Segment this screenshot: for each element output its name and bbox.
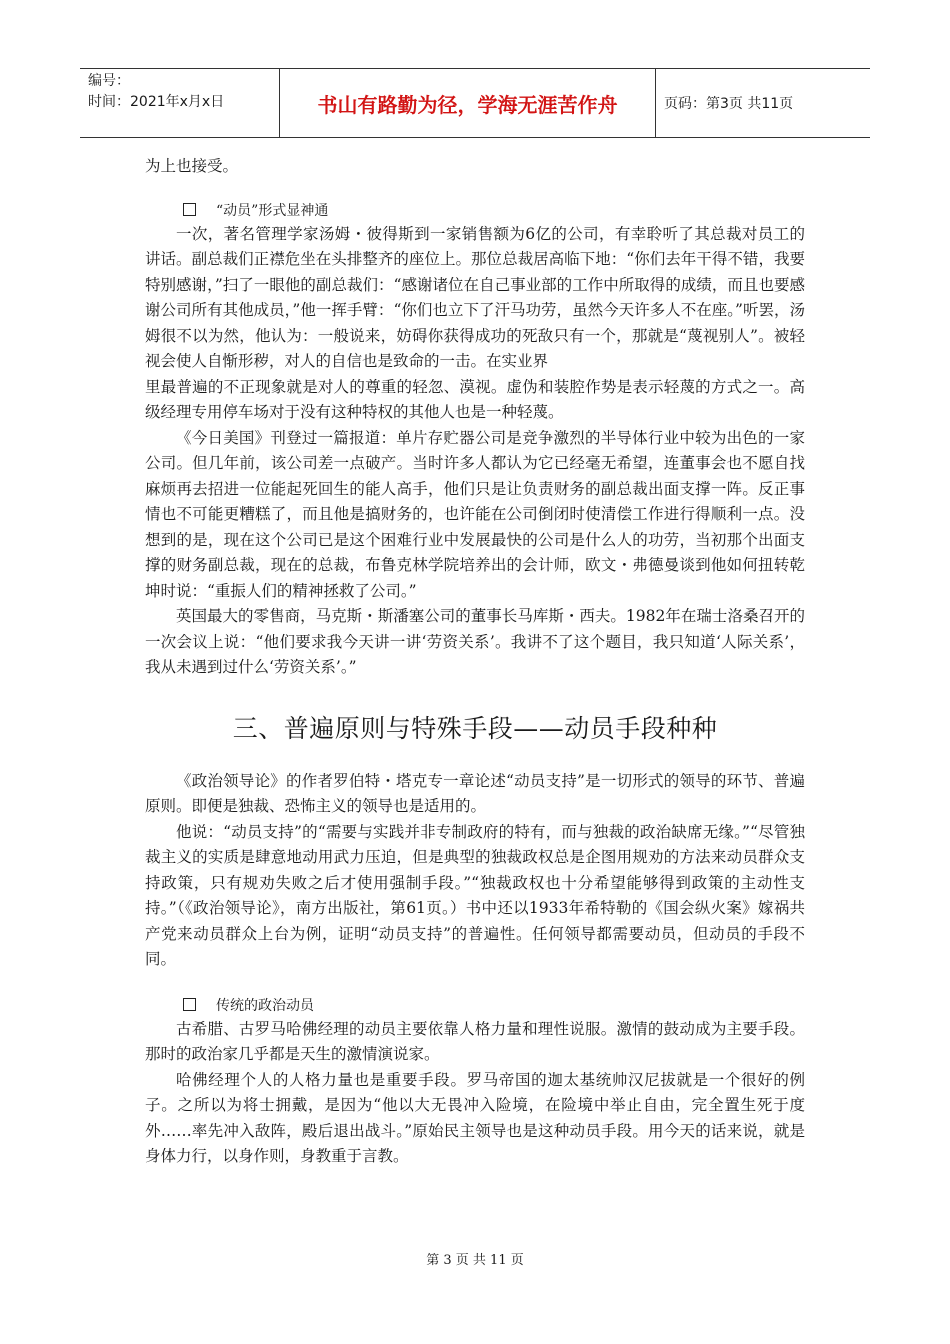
paragraph: 里最普遍的不正现象就是对人的尊重的轻忽、漠视。虚伪和装腔作势是表示轻蔑的方式之一。高级经理专用停车场对于没有这种特权的其他人也是一种轻蔑。 <box>145 377 805 421</box>
paragraph: 《政治领导论》的作者罗伯特・塔克专一章论述“动员支持”是一切形式的领导的环节、普遍原则。即便是独裁、恐怖主义的领导也是适用的。 <box>145 771 805 815</box>
paragraph: 他说：“动员支持”的“需要与实践并非专制政府的特有，而与独裁的政治缺席无缘。”“尽管独裁主义的实质是肆意地动用武力压迫，但是典型的独裁政权总是企图用规劝的方法来动员群众支持政策，只有规劝失败之后才使用强制手段。”“独裁政权也十分希望能够得到政策的主动性支持。”（《政治领导论》，南方出版社，第61页。）书中还以1933年希特勒的《国会纵火案》嫁祸共产党来动员群众上台为例，证明“动员支持”的普遍性。任何领导都需要动员，但动员的手段不同。 <box>145 822 805 968</box>
checkbox-square-icon <box>183 203 196 216</box>
paragraph: 一次，著名管理学家汤姆・彼得斯到一家销售额为6亿的公司，有幸聆听了其总裁对员工的讲话。副总裁们正襟危坐在头排整齐的座位上。那位总裁居高临下地：“你们去年干得不错，我要特别感谢，”扫了一眼他的副总裁们：“感谢诸位在自己事业部的工作中所取得的成绩，而且也要感谢公司所有其他成员，”他一挥手臂：“你们也立下了汗马功劳，虽然今天许多人不在座。”听罢，汤姆很不以为然，他认为：一般说来，妨碍你获得成功的死敌只有一个，那就是“蔑视别人”。被轻视会使人自惭形秽，对人的自信也是致命的一击。在实业界 <box>145 224 805 370</box>
section-heading-text: “动员”形式显神通 <box>216 202 329 219</box>
doc-date-label: 时间：2021年x月x日 <box>88 94 225 110</box>
page-header <box>80 68 870 138</box>
section-heading <box>145 200 805 222</box>
section-heading <box>145 995 805 1017</box>
page-footer: 第 3 页 共 11 页 <box>426 1253 524 1268</box>
header-motto: 书山有路勤为径，学海无涯苦作舟 <box>280 69 656 137</box>
section-heading-text: 传统的政治动员 <box>216 997 314 1014</box>
document-body <box>145 154 805 1170</box>
paragraph: 哈佛经理个人的人格力量也是重要手段。罗马帝国的迦太基统帅汉尼拔就是一个很好的例子。之所以为将士拥戴，是因为“他以大无畏冲入险境，在险境中举止自由，完全置生死于度外……率先冲入敌阵，殿后退出战斗。”原始民主领导也是这种动员手段。用今天的话来说，就是身体力行，以身作则，身教重于言教。 <box>145 1070 805 1165</box>
chapter-heading: 三、普遍原则与特殊手段——动员手段种种 <box>232 713 718 743</box>
paragraph: 英国最大的零售商，马克斯・斯潘塞公司的董事长马库斯・西夫。1982年在瑞士洛桑召开的一次会议上说：“他们要求我今天讲一讲‘劳资关系’。我讲不了这个题目，我只知道‘人际关系’，我从未遇到过什么‘劳资关系’。” <box>145 607 805 676</box>
paragraph: 《今日美国》刊登过一篇报道：单片存贮器公司是竞争激烈的半导体行业中较为出色的一家公司。但几年前，该公司差一点破产。当时许多人都认为它已经毫无希望，连董事会也不愿自找麻烦再去招进一位能起死回生的能人高手，他们只是让负责财务的副总裁出面支撑一阵。反正事情也不可能更糟糕了，而且他是搞财务的，也许能在公司倒闭时使清偿工作进行得顺利一点。没想到的是，现在这个公司已是这个困难行业中发展最快的公司是什么人的功劳，当初那个出面支撑的财务副总裁，现在的总裁，布鲁克林学院培养出的会计师，欧文・弗德曼谈到他如何扭转乾坤时说：“重振人们的精神拯救了公司。” <box>145 428 805 600</box>
paragraph: 古希腊、古罗马哈佛经理的动员主要依靠人格力量和理性说服。激情的鼓动成为主要手段。那时的政治家几乎都是天生的激情演说家。 <box>145 1019 805 1063</box>
header-page-info: 页码：第3页 共11页 <box>664 96 794 112</box>
header-meta <box>80 69 280 137</box>
paragraph: 为上也接受。 <box>145 157 239 175</box>
checkbox-square-icon <box>183 998 196 1011</box>
doc-number-label: 编号： <box>88 73 130 89</box>
